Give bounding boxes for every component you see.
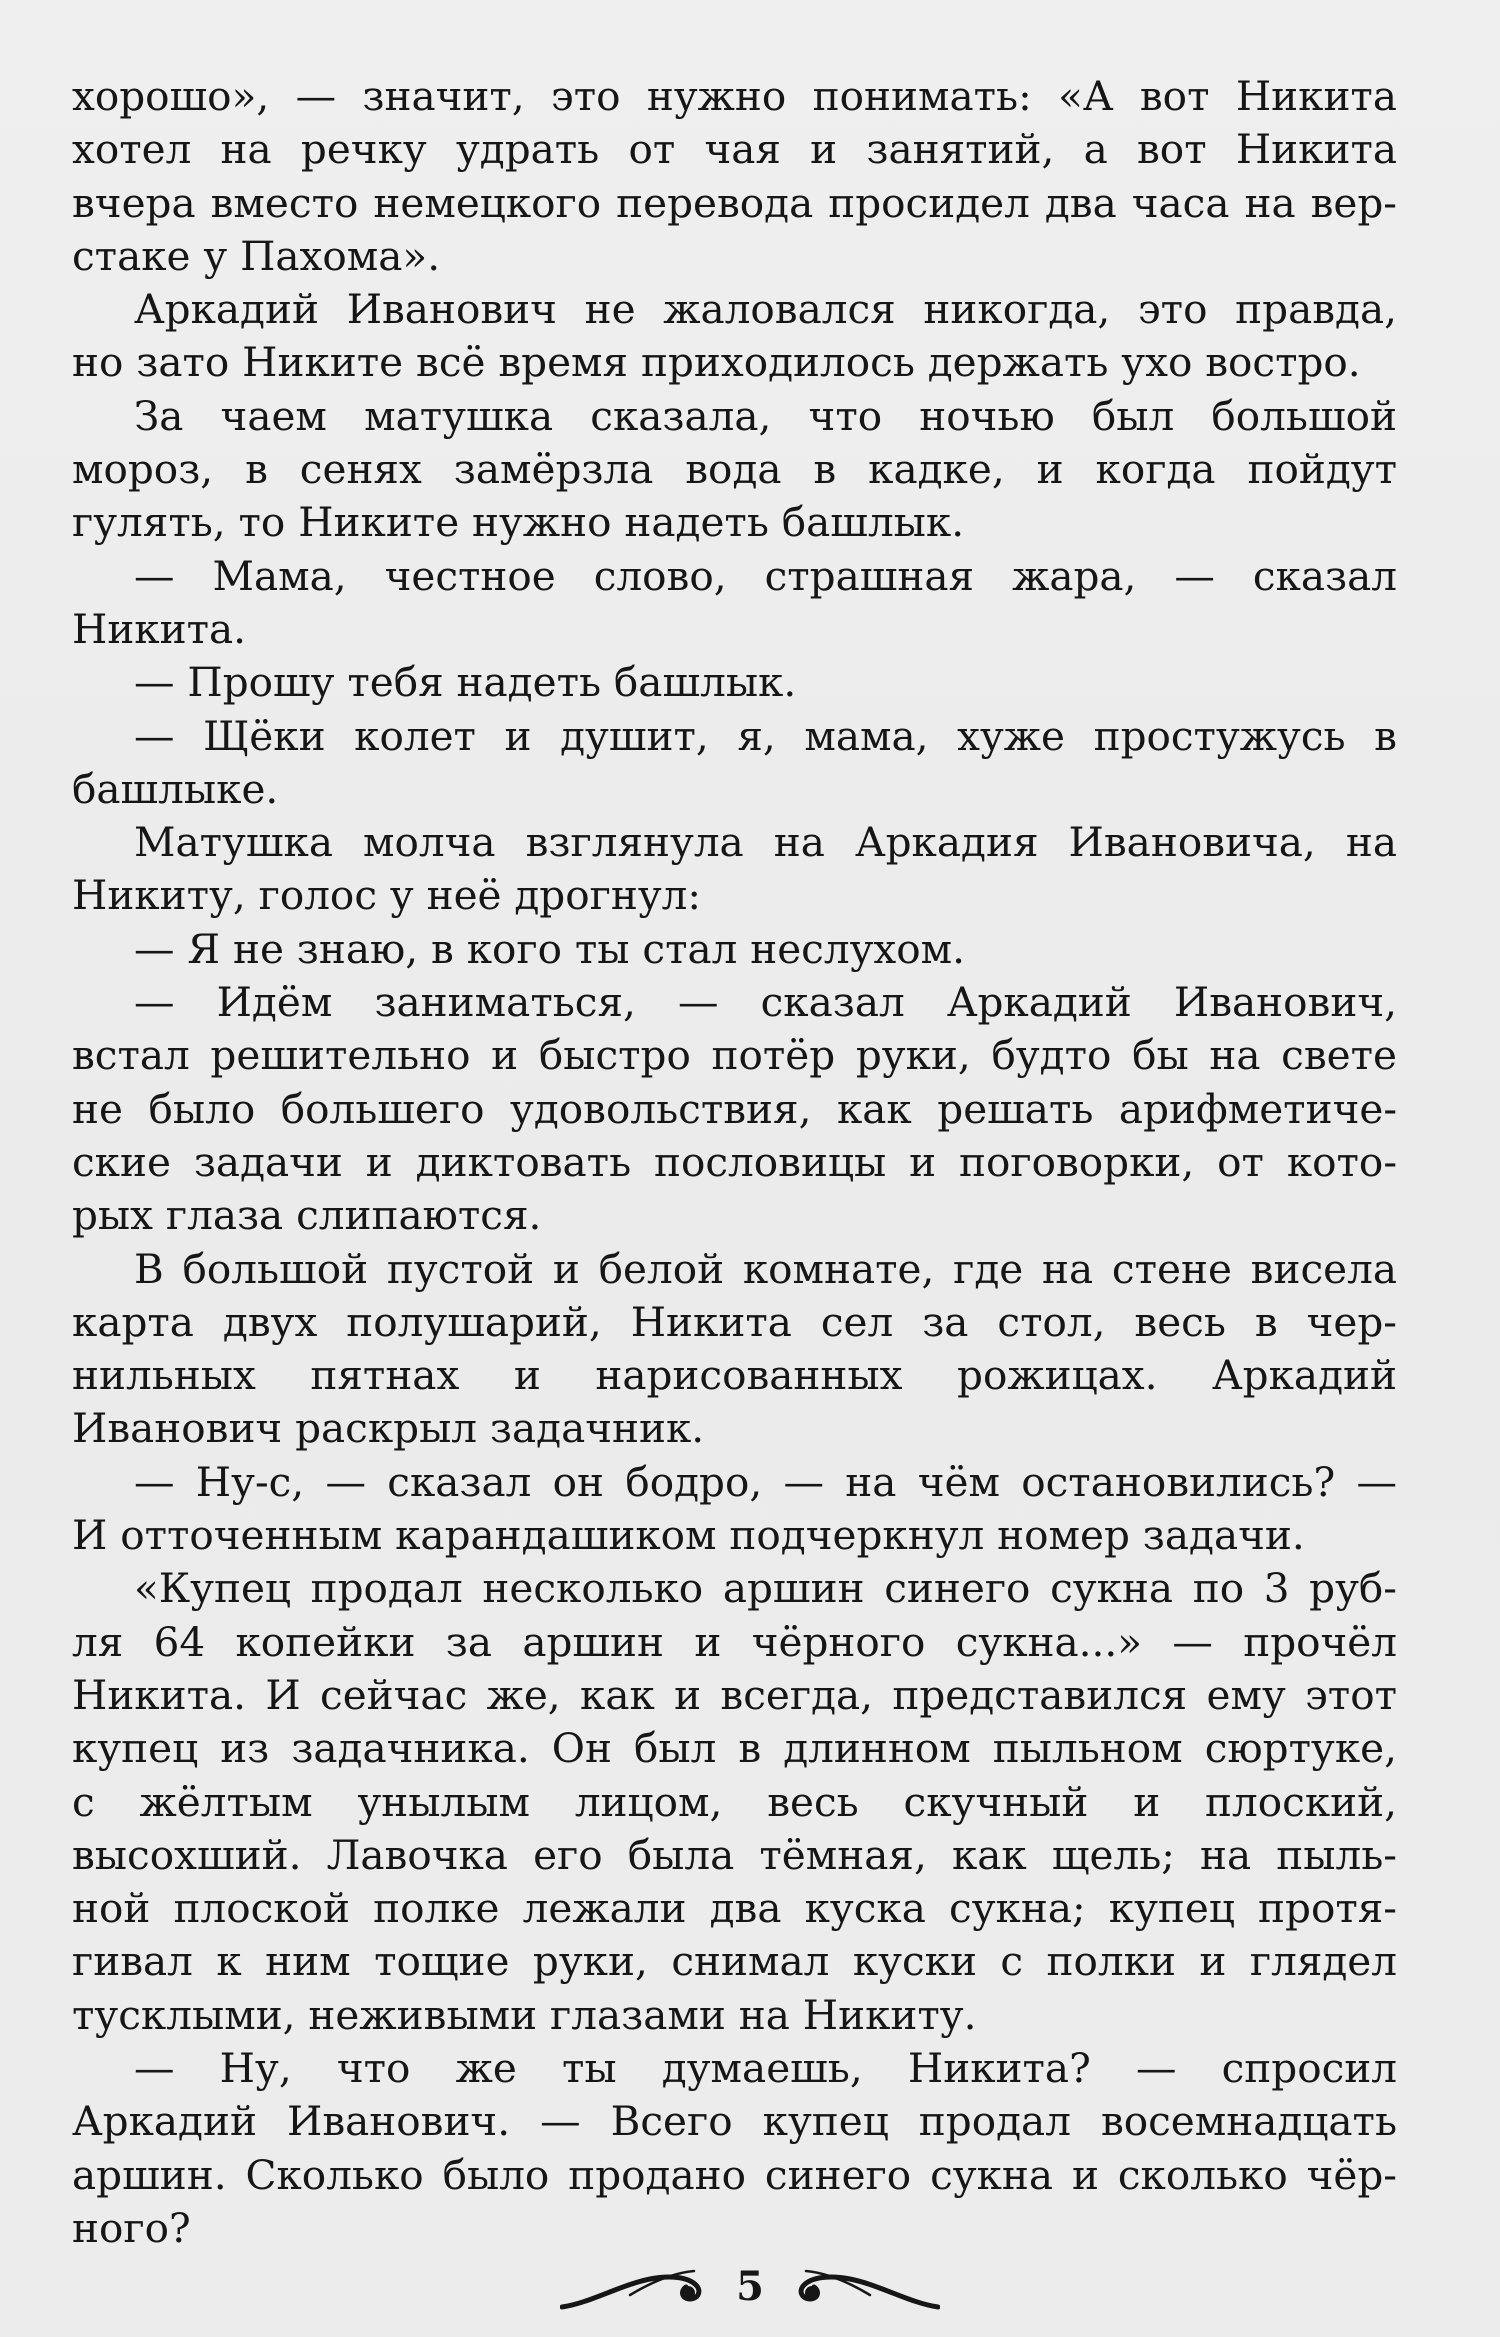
text-line: хотел на речку удрать от чая и занятий, а вот Никита [72,125,1397,174]
text-line: высохший. Лавочка его была тёмная, как щель; на пыль- [72,1830,1397,1879]
text-line: не было большего удовольствия, как решать арифметиче- [72,1084,1397,1133]
text-line: купец из задачника. Он был в длинном пыльном сюртуке, [72,1724,1397,1773]
body-text [72,70,1397,2255]
text-line: — Идём заниматься, — сказал Аркадий Иванович, [134,978,1397,1027]
text-line: — Я не знаю, в кого ты стал неслухом. [134,924,966,973]
text-line: «Купец продал несколько аршин синего сукна по 3 руб- [134,1564,1397,1613]
text-line: Аркадий Иванович. — Всего купец продал восемнадцать [72,2097,1397,2146]
text-line: нильных пятнах и нарисованных рожицах. Аркадий [72,1351,1397,1400]
text-line: гивал к ним тощие руки, снимал куски с полки и глядел [72,1937,1397,1986]
text-line: ной плоской полке лежали два куска сукна; купец протя- [72,1884,1397,1933]
text-line: с жёлтым унылым лицом, весь скучный и плоский, [72,1777,1397,1826]
text-line: — Ну, что же ты думаешь, Никита? — спросил [134,2043,1397,2092]
text-line: За чаем матушка сказала, что ночью был большой [134,391,1397,440]
text-line: стаке у Пахома». [72,231,441,280]
text-line: гулять, то Никите нужно надеть башлык. [72,498,965,547]
text-line: Иванович раскрыл задачник. [72,1404,705,1453]
text-line: — Мама, честное слово, страшная жара, — сказал [134,551,1397,600]
flourish-left-icon [560,2255,710,2315]
page-number: 5 [736,2263,764,2310]
text-line: Никита. [72,604,247,653]
flourish-right-icon [790,2255,940,2315]
text-line: Аркадий Иванович не жаловался никогда, это правда, [134,285,1397,334]
text-line: ного? [72,2203,191,2252]
text-line: вчера вместо немецкого перевода просидел два часа на вер- [72,178,1397,227]
text-line: тусклыми, неживыми глазами на Никиту. [72,1990,977,2039]
text-line: башлыке. [72,764,279,813]
text-line: Никита. И сейчас же, как и всегда, представился ему этот [72,1670,1397,1719]
text-line: — Прошу тебя надеть башлык. [134,658,797,707]
text-line: — Щёки колет и душит, я, мама, хуже простужусь в [134,711,1397,760]
text-line: мороз, в сенях замёрзла вода в кадке, и когда пойдут [72,445,1397,494]
text-line: Матушка молча взглянула на Аркадия Ивановича, на [134,818,1397,867]
page-footer [0,2255,1500,2325]
text-line: ские задачи и диктовать пословицы и поговорки, от кото- [72,1137,1397,1186]
text-line: встал решительно и быстро потёр руки, будто бы на свете [72,1031,1397,1080]
text-line: Никиту, голос у неё дрогнул: [72,871,702,920]
text-line: В большой пустой и белой комнате, где на стене висела [134,1244,1397,1293]
text-line: но зато Никите всё время приходилось держать ухо востро. [72,338,1361,387]
text-line: И отточенным карандашиком подчеркнул номер задачи. [72,1511,1305,1560]
text-line: ля 64 копейки за аршин и чёрного сукна...» — прочёл [72,1617,1397,1666]
text-line: аршин. Сколько было продано синего сукна и сколько чёр- [72,2150,1397,2199]
text-line: — Ну-с, — сказал он бодро, — на чём остановились? — [134,1457,1397,1506]
text-line: рых глаза слипаются. [72,1191,542,1240]
text-line: хорошо», — значит, это нужно понимать: «А вот Никита [72,72,1397,120]
text-line: карта двух полушарий, Никита сел за стол, весь в чер- [72,1297,1397,1346]
